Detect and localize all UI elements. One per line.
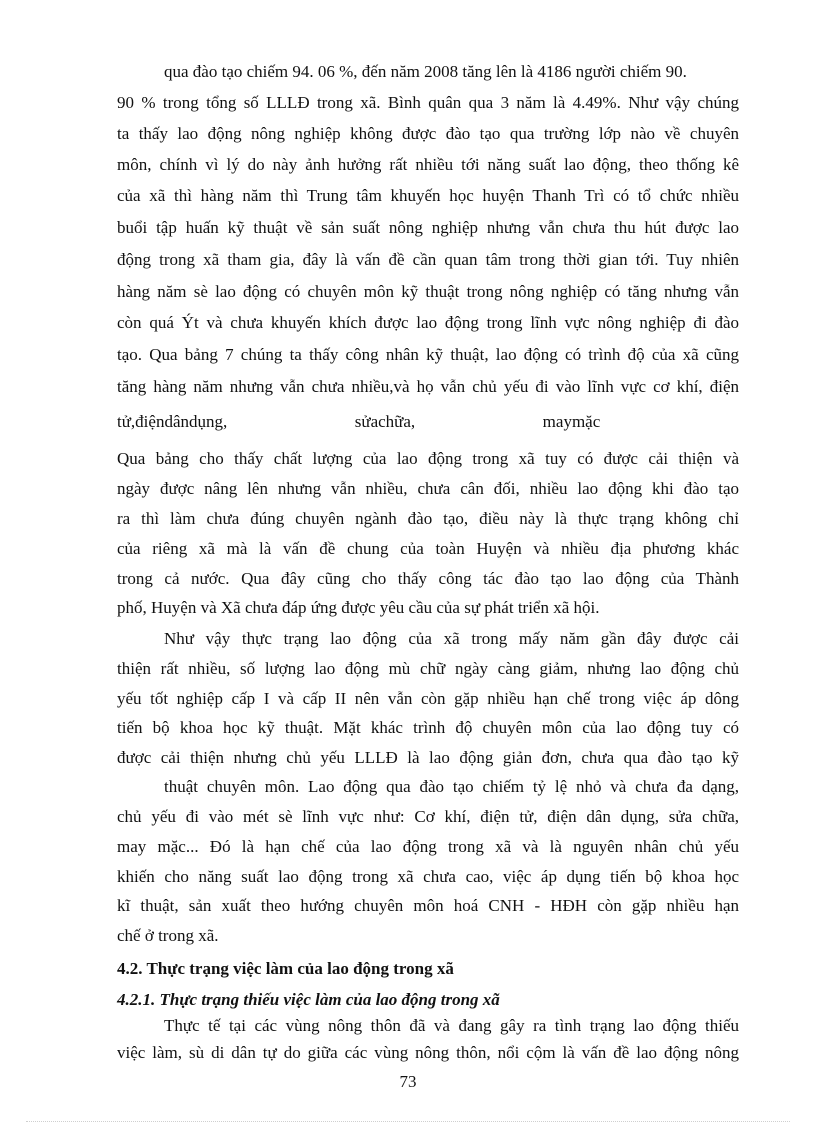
text-line: thiện rất nhiều, số lượng lao động mù chữ ngày càng giảm, nhưng lao động chủ: [117, 659, 739, 678]
text-line: qua đào tạo chiếm 94. 06 %, đến năm 2008 tăng lên là 4186 người chiếm 90.: [164, 62, 687, 81]
text-line: tăng hàng năm nhưng vẫn chưa nhiều,và họ vẫn chủ yếu đi vào lĩnh vực cơ khí, điện: [117, 377, 739, 396]
text-line: chủ yếu đi vào mét sè lĩnh vực như: Cơ khí, điện tử, điện dân dụng, sửa chữa,: [117, 807, 739, 826]
text-line: tạo. Qua bảng 7 chúng ta thấy công nhân kỹ thuật, lao động có trình độ của xã cũng: [117, 345, 739, 364]
text-line: của riêng xã mà là vấn đề chung của toàn Huyện và nhiều địa phương khác: [117, 539, 739, 558]
text-line: may mặc... Đó là hạn chế của lao động trong xã và là nguyên nhân chủ yếu: [117, 837, 739, 856]
text-line: của xã thì hàng năm thì Trung tâm khuyến học huyện Thanh Trì có tổ chức nhiều: [117, 186, 739, 205]
text-line: Thực tế tại các vùng nông thôn đã và đang gây ra tình trạng lao động thiếu: [164, 1016, 739, 1035]
text-line: 90 % trong tổng số LLLĐ trong xã. Bình quân qua 3 năm là 4.49%. Như vậy chúng: [117, 93, 739, 112]
text-line: hàng năm sè lao động có chuyên môn kỹ thuật trong nông nghiệp có tăng nhưng vẫn: [117, 282, 739, 301]
text-line: chế ở trong xã.: [117, 926, 219, 945]
text-line: còn quá Ýt và chưa khuyến khích được lao động trong lĩnh vực nông nghiệp đi đào: [117, 313, 739, 332]
text-line: ta thấy lao động nông nghiệp không được đào tạo qua trường lớp nào về chuyên: [117, 124, 739, 143]
text-line: Qua bảng cho thấy chất lượng của lao động trong xã tuy có được cải thiện và: [117, 449, 739, 468]
text-line: trong cả nước. Qua đây cũng cho thấy công tác đào tạo lao động của Thành: [117, 569, 739, 588]
text-line: việc làm, sù di dân tự do giữa các vùng nông thôn, nổi cộm là vấn đề lao động nông: [117, 1043, 739, 1062]
text-line: ngày được nâng lên nhưng vẫn nhiều, chưa cân đối, nhiều lao động khi đào tạo: [117, 479, 739, 498]
text-line: khiến cho năng suất lao động trong xã chưa cao, việc áp dụng tiến bộ khoa học: [117, 867, 739, 886]
text-line: phố, Huyện và Xã chưa đáp ứng được yêu cầu của sự phát triển xã hội.: [117, 598, 600, 617]
text-line: động trong xã tham gia, đây là vấn đề cần quan tâm trong thời gian tới. Tuy nhiên: [117, 250, 739, 269]
text-line: môn, chính vì lý do này ảnh hưởng rất nhiều tới năng suất lao động, theo thống kê: [117, 155, 739, 174]
subsection-heading: 4.2.1. Thực trạng thiếu việc làm của lao động trong xã: [117, 990, 500, 1009]
section-heading: 4.2. Thực trạng việc làm của lao động trong xã: [117, 959, 454, 978]
text-line: tử,điệndândụng, sửachữa, maymặc: [117, 412, 601, 431]
page-bottom-rule: [26, 1121, 790, 1122]
text-line: tiến bộ khoa học kỹ thuật. Mặt khác trình độ chuyên môn của lao động tuy có: [117, 718, 739, 737]
text-line: thuật chuyên môn. Lao động qua đào tạo chiếm tỷ lệ nhỏ và chưa đa dạng,: [164, 777, 739, 796]
text-line: buổi tập huấn kỹ thuật về sản suất nông nghiệp nhưng vẫn chưa thu hút được lao: [117, 218, 739, 237]
page-number: 73: [399, 1072, 417, 1091]
text-line: Như vậy thực trạng lao động của xã trong mấy năm gần đây được cải: [164, 629, 739, 648]
text-line: kĩ thuật, sản xuất theo hướng chuyên môn hoá CNH - HĐH còn gặp nhiều hạn: [117, 896, 739, 915]
text-line: yếu tốt nghiệp cấp I và cấp II nên vẫn còn gặp nhiều hạn chế trong việc áp dông: [117, 689, 739, 708]
text-line: ra thì làm chưa đúng chuyên ngành đào tạo, điều này là thực trạng không chỉ: [117, 509, 739, 528]
text-line: được cải thiện nhưng chủ yếu LLLĐ là lao động giản đơn, chưa qua đào tạo kỹ: [117, 748, 739, 767]
